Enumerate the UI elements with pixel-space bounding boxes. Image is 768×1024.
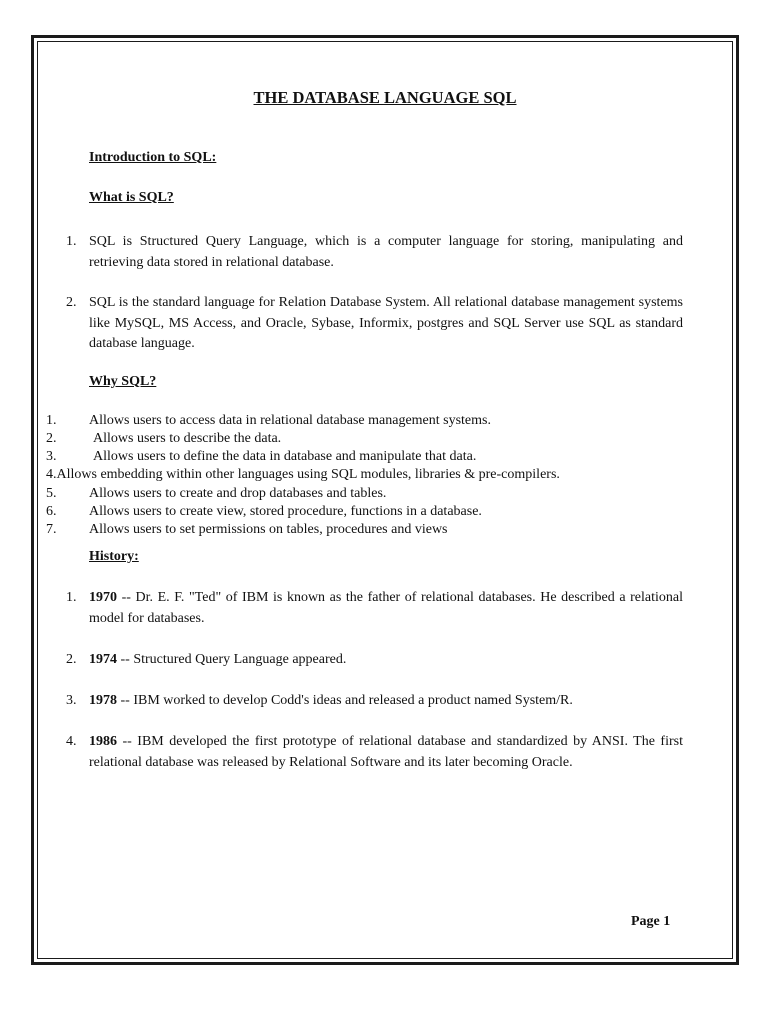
page-number: Page 1: [631, 914, 671, 929]
why-item-5-number: 5.: [46, 486, 57, 501]
history-item-2: [89, 650, 683, 671]
why-item-1-text: Allows users to access data in relational database management systems.: [89, 413, 491, 428]
history-item-1-text: -- Dr. E. F. "Ted" of IBM is known as the father of relational databases. He described a relational model for databases.: [89, 590, 683, 626]
why-item-4: [46, 465, 560, 486]
why-item-3-text: Allows users to define the data in database and manipulate that data.: [93, 449, 477, 464]
page-border-inner: [37, 41, 733, 959]
history-item-3-year: 1978: [89, 693, 117, 708]
history-item-4-number: 4.: [66, 734, 77, 749]
history-item-2-year: 1974: [89, 652, 117, 667]
history-item-2-number: 2.: [66, 652, 77, 667]
why-item-6-text: Allows users to create view, stored procedure, functions in a database.: [89, 504, 482, 519]
history-item-2-text: -- Structured Query Language appeared.: [117, 652, 347, 667]
history-item-4: [89, 732, 683, 773]
page-border: [31, 35, 739, 965]
why-item-1-number: 1.: [46, 413, 57, 428]
why-item-4-text: Allows embedding within other languages using SQL modules, libraries & pre-compilers.: [56, 467, 560, 482]
history-heading: History:: [89, 549, 139, 564]
what-heading: What is SQL?: [89, 190, 174, 205]
why-heading: Why SQL?: [89, 374, 157, 389]
intro-heading: Introduction to SQL:: [89, 150, 217, 165]
what-item-2-number: 2.: [66, 295, 77, 310]
what-item-1-number: 1.: [66, 234, 77, 249]
history-item-3-number: 3.: [66, 693, 77, 708]
why-item-7-text: Allows users to set permissions on tables, procedures and views: [89, 522, 448, 537]
history-item-3-text: -- IBM worked to develop Codd's ideas and released a product named System/R.: [117, 693, 573, 708]
why-item-2-number: 2.: [46, 431, 57, 446]
history-item-1-year: 1970: [89, 590, 117, 605]
why-item-3-number: 3.: [46, 449, 57, 464]
document-title: THE DATABASE LANGUAGE SQL: [253, 88, 517, 107]
what-item-1-text: SQL is Structured Query Language, which is a computer language for storing, manipulating and retrieving data stored in relational database.: [89, 234, 683, 270]
history-item-3: [89, 691, 683, 712]
why-item-6-number: 6.: [46, 504, 57, 519]
history-item-1: [89, 588, 683, 629]
why-item-2-text: Allows users to describe the data.: [93, 431, 282, 446]
why-item-4-number: 4.: [46, 467, 57, 482]
history-item-4-text: -- IBM developed the first prototype of relational database and standardized by ANSI. The first relational database was released by Relational Software and its later becoming Oracle.: [89, 734, 683, 770]
why-item-7-number: 7.: [46, 522, 57, 537]
what-item-2-text: SQL is the standard language for Relation Database System. All relational database management systems like MySQL, MS Access, and Oracle, Sybase, Informix, postgres and SQL Server use SQL as standard database language.: [89, 295, 683, 351]
why-item-5-text: Allows users to create and drop databases and tables.: [89, 486, 387, 501]
history-item-1-number: 1.: [66, 590, 77, 605]
history-item-4-year: 1986: [89, 734, 117, 749]
